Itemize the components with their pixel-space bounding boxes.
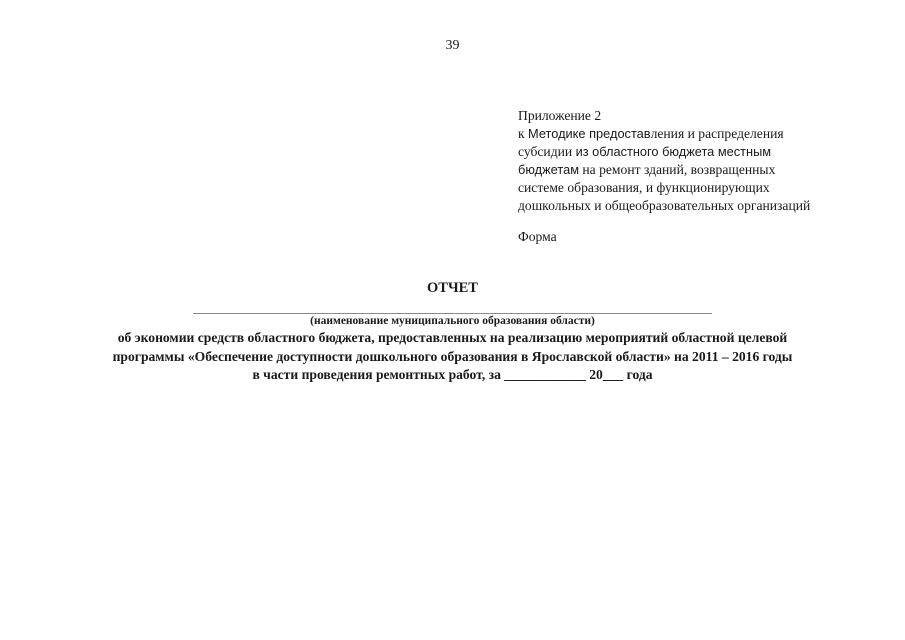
- appendix-line-2-prefix: к: [518, 126, 529, 141]
- report-title: ОТЧЕТ: [427, 280, 478, 296]
- page-number: 39: [445, 38, 460, 53]
- appendix-line-3: [518, 143, 898, 161]
- appendix-heading: [518, 107, 898, 215]
- report-description-line-3: в части проведения ремонтных работ, за ____________ 20___ года: [252, 367, 653, 382]
- appendix-line-5: системе образования, и функционирующих: [518, 180, 770, 195]
- municipality-name-caption: (наименование муниципального образования области): [310, 315, 595, 327]
- appendix-line-2: [518, 125, 898, 143]
- report-description-line-2: программы «Обеспечение доступности дошкольного образования в Ярославской области» на 2011 – 2016 годы: [112, 348, 793, 364]
- appendix-line-2-rest: ления и распределения: [650, 126, 784, 141]
- appendix-line-4-rest: на ремонт зданий, возвращенных: [579, 162, 776, 177]
- appendix-line-3-highlight: из областного бюджета местным: [575, 144, 772, 159]
- appendix-line-3-prefix: субсидии: [518, 144, 576, 159]
- report-description-line-1: об экономии средств областного бюджета, предоставленных на реализацию мероприятий областной целевой: [117, 330, 788, 345]
- appendix-line-4: [518, 161, 898, 179]
- report-description: [0, 329, 905, 385]
- municipality-name-line: [193, 313, 712, 314]
- appendix-line-4-highlight: бюджетам: [518, 162, 579, 177]
- appendix-line-6: дошкольных и общеобразовательных организаций: [518, 198, 811, 213]
- appendix-title: Приложение 2: [518, 108, 602, 123]
- form-label: Форма: [518, 229, 557, 244]
- appendix-line-2-highlight: Методике предостав: [528, 126, 651, 141]
